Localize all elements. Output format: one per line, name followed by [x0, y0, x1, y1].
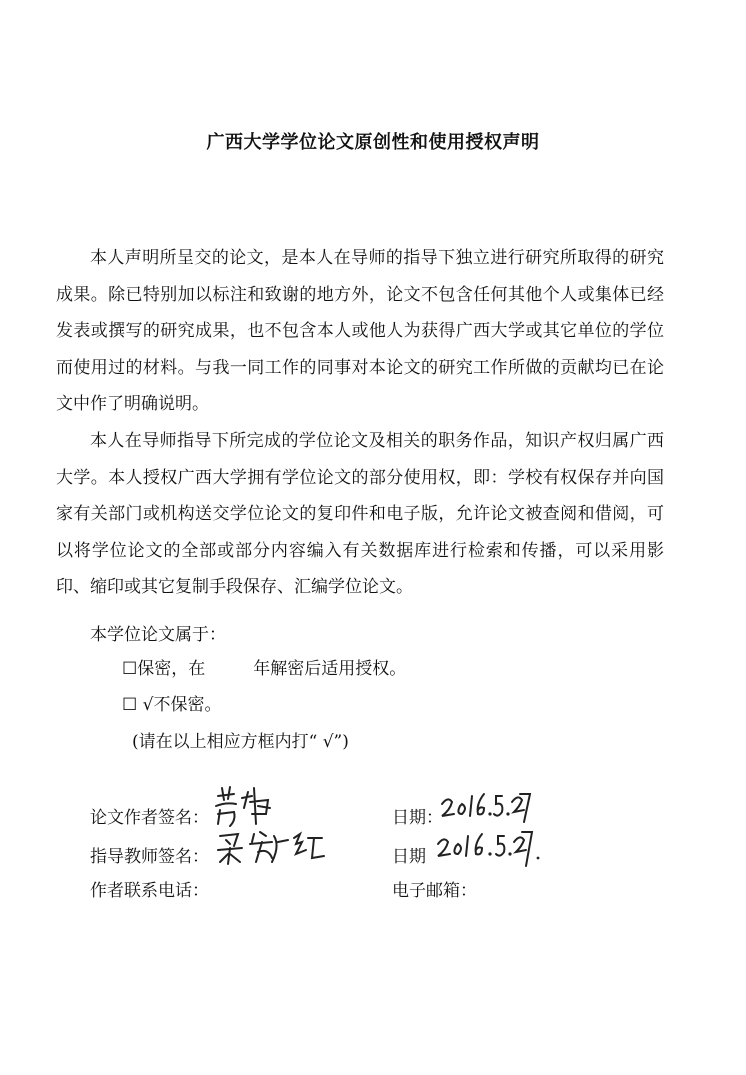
- email-label: 电子邮箱：: [392, 881, 477, 901]
- date2-handwritten: [436, 826, 542, 868]
- author-signature-image: [212, 784, 276, 830]
- date2-label: 日期: [392, 847, 426, 867]
- originality-paragraph: 本人声明所呈交的论文，是本人在导师的指导下独立进行研究所取得的研究成果。除已特别加以标注和致谢的地方外，论文不包含任何其他个人或集体已经发表或撰写的研究成果，也不包含本人或他人为获得广西大学或其它单位的学位而使用过的材料。与我一同工作的同事对本论文的研究工作所做的贡献均已在论文中作了明确说明。: [56, 248, 664, 414]
- option-confidential-text-a: ☐保密，在: [122, 659, 206, 679]
- document-title: 广西大学学位论文原创性和使用授权声明: [206, 132, 540, 153]
- authorization-paragraph: 本人在导师指导下所完成的学位论文及相关的职务作品，知识产权归属广西大学。本人授权广西大学拥有学位论文的部分使用权，即：学校有权保存并向国家有关部门或机构送交学位论文的复印件和电子版，允许论文被查阅和借阅，可以将学位论文的全部或部分内容编入有关数据库进行检索和传播，可以采用影印、缩印或其它复制手段保存、汇编学位论文。: [56, 431, 664, 597]
- date1-label: 日期：: [392, 808, 443, 828]
- advisor-signature-label: 指导教师签名：: [90, 847, 209, 867]
- option-not-confidential: ☐ √不保密。: [122, 695, 222, 715]
- author-signature-label: 论文作者签名：: [90, 808, 209, 828]
- option-confidential: [122, 654, 406, 679]
- advisor-signature-image: [216, 828, 326, 868]
- option-confidential-text-b: 年解密后适用授权。: [253, 659, 407, 679]
- date1-handwritten: [440, 790, 532, 826]
- classification-label: 本学位论文属于：: [90, 625, 226, 645]
- instruction-hint: (请在以上相应方框内打“ √”): [132, 732, 349, 752]
- author-phone-label: 作者联系电话：: [90, 881, 209, 901]
